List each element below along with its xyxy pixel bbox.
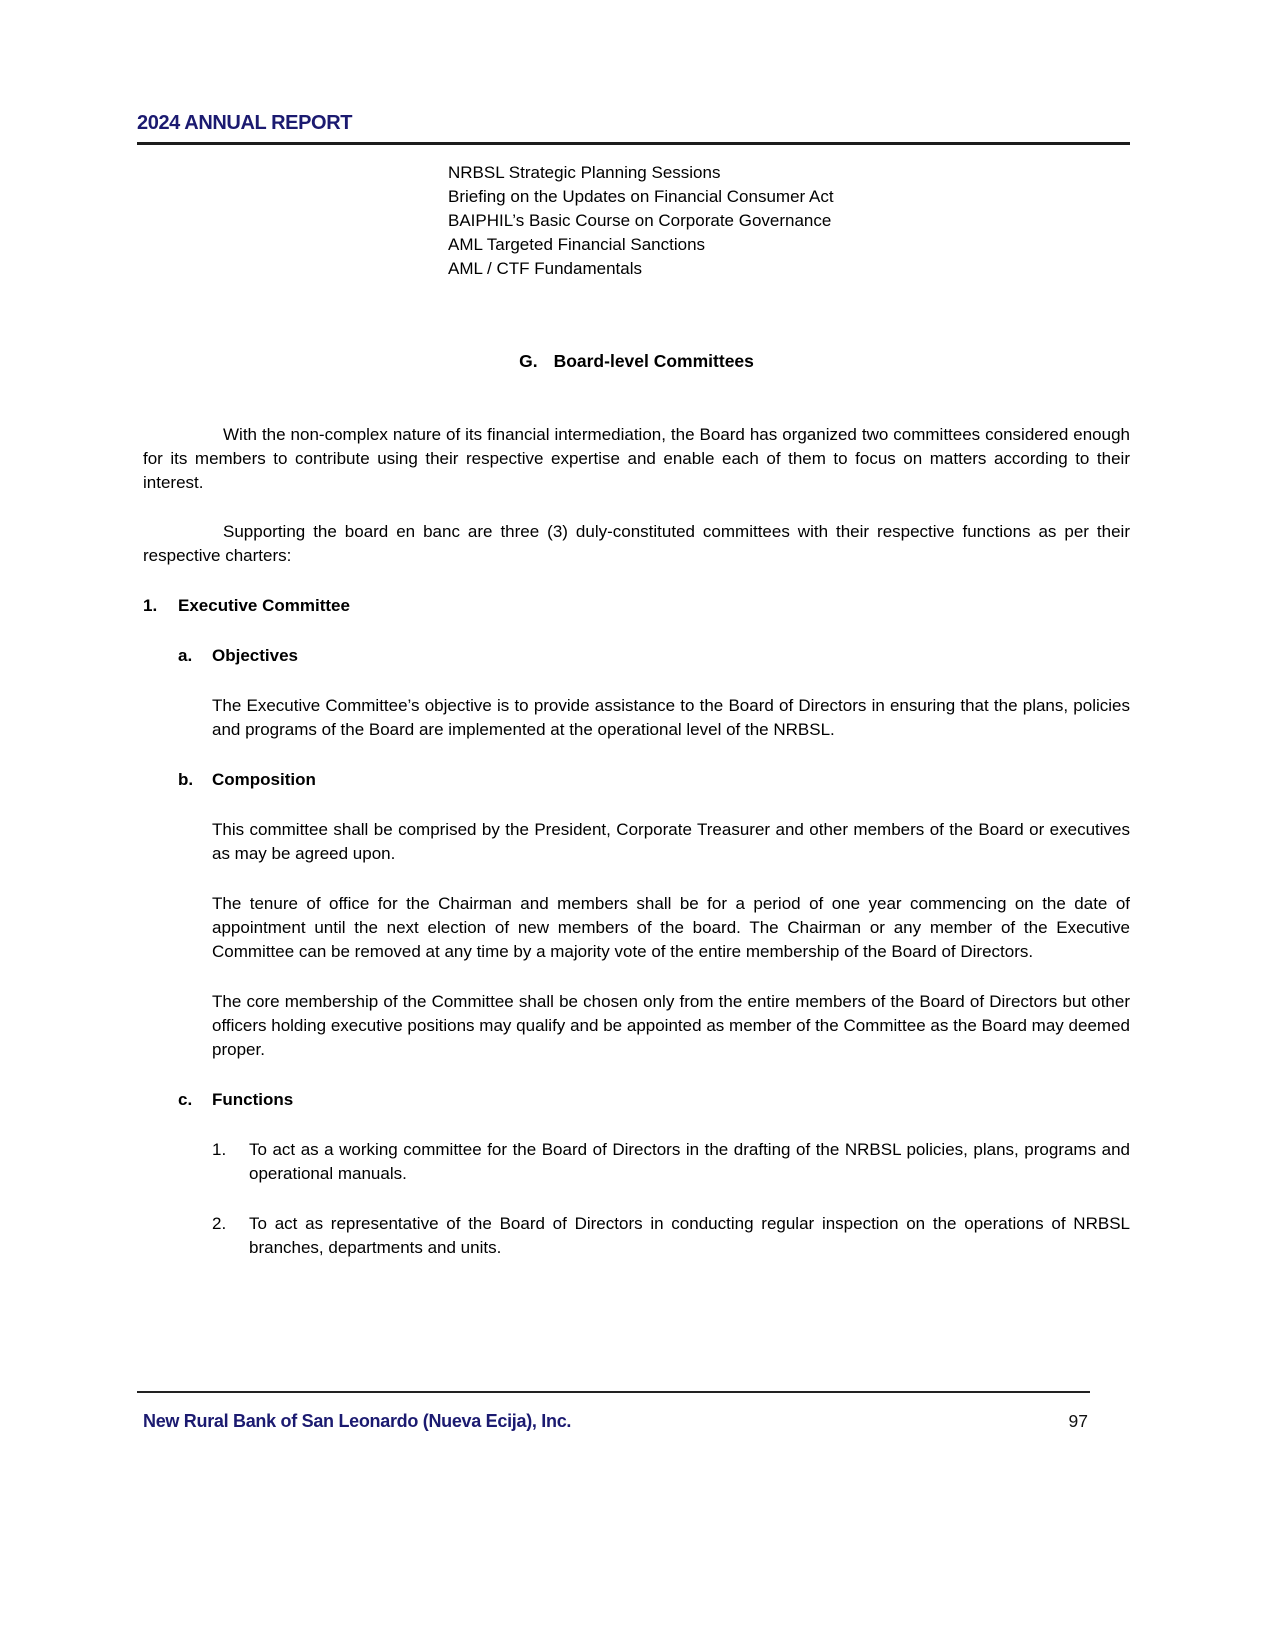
committee-name: Executive Committee xyxy=(178,596,350,615)
page-footer xyxy=(143,1411,1130,1432)
objectives-paragraph: The Executive Committee’s objective is to provide assistance to the Board of Directors in ensuring that the plans, policies and programs of the Board are implemented at the operational level of the NRBSL. xyxy=(212,696,1130,739)
subsection-heading-functions xyxy=(178,1088,1130,1112)
subsection-title: Composition xyxy=(212,770,316,789)
training-list xyxy=(448,161,1130,281)
intro-paragraph: Supporting the board en banc are three (3) duly-constituted committees with their respective functions as per their respective charters: xyxy=(143,522,1130,565)
function-item-number: 2. xyxy=(212,1214,227,1233)
function-item-text: To act as representative of the Board of Directors in conducting regular inspection on the operations of NRBSL branches, departments and units. xyxy=(249,1214,1130,1257)
footer-bank-name: New Rural Bank of San Leonardo (Nueva Ecija), Inc. xyxy=(143,1411,572,1431)
section-title: Board-level Committees xyxy=(553,351,754,371)
training-list-item: BAIPHIL’s Basic Course on Corporate Governance xyxy=(448,211,832,230)
footer-rule xyxy=(137,1391,1090,1393)
subsection-heading-objectives xyxy=(178,644,1130,668)
function-item xyxy=(212,1212,1130,1260)
function-item xyxy=(212,1138,1130,1186)
function-item-number: 1. xyxy=(212,1140,227,1159)
composition-paragraph: The tenure of office for the Chairman and members shall be for a period of one year commencing on the date of appointment until the next election of new members of the board. The Chairman or any member of the Executive Committee can be removed at any time by a majority vote of the entire membership of the Board of Directors. xyxy=(212,894,1130,961)
footer-page-number: 97 xyxy=(1068,1411,1088,1431)
committee-heading xyxy=(143,594,1130,618)
subsection-title: Functions xyxy=(212,1090,294,1109)
intro-paragraph: With the non-complex nature of its financial intermediation, the Board has organized two committees considered enough for its members to contribute using their respective expertise and enable each of them to focus on matters according to their interest. xyxy=(143,425,1130,492)
composition-paragraph: The core membership of the Committee shall be chosen only from the entire members of the Board of Directors but other officers holding executive positions may qualify and be appointed as member of the Committee as the Board may deemed proper. xyxy=(212,992,1130,1059)
page-body xyxy=(143,161,1130,1260)
function-item-text: To act as a working committee for the Board of Directors in the drafting of the NRBSL policies, plans, programs and operational manuals. xyxy=(249,1140,1130,1183)
subsection-letter: b. xyxy=(178,770,194,789)
subsection-letter: a. xyxy=(178,646,193,665)
section-marker: G. xyxy=(519,351,538,371)
training-list-item: AML Targeted Financial Sanctions xyxy=(448,235,706,254)
training-list-item: AML / CTF Fundamentals xyxy=(448,259,642,278)
training-list-item: Briefing on the Updates on Financial Consumer Act xyxy=(448,187,834,206)
committee-number: 1. xyxy=(143,596,158,615)
report-title: 2024 ANNUAL REPORT xyxy=(137,112,353,134)
subsection-letter: c. xyxy=(178,1090,193,1109)
subsection-heading-composition xyxy=(178,768,1130,792)
composition-paragraph: This committee shall be comprised by the President, Corporate Treasurer and other members of the Board or executives as may be agreed upon. xyxy=(212,820,1130,863)
page-header xyxy=(137,112,1130,145)
training-list-item: NRBSL Strategic Planning Sessions xyxy=(448,163,721,182)
subsection-title: Objectives xyxy=(212,646,298,665)
section-heading xyxy=(143,349,1130,373)
